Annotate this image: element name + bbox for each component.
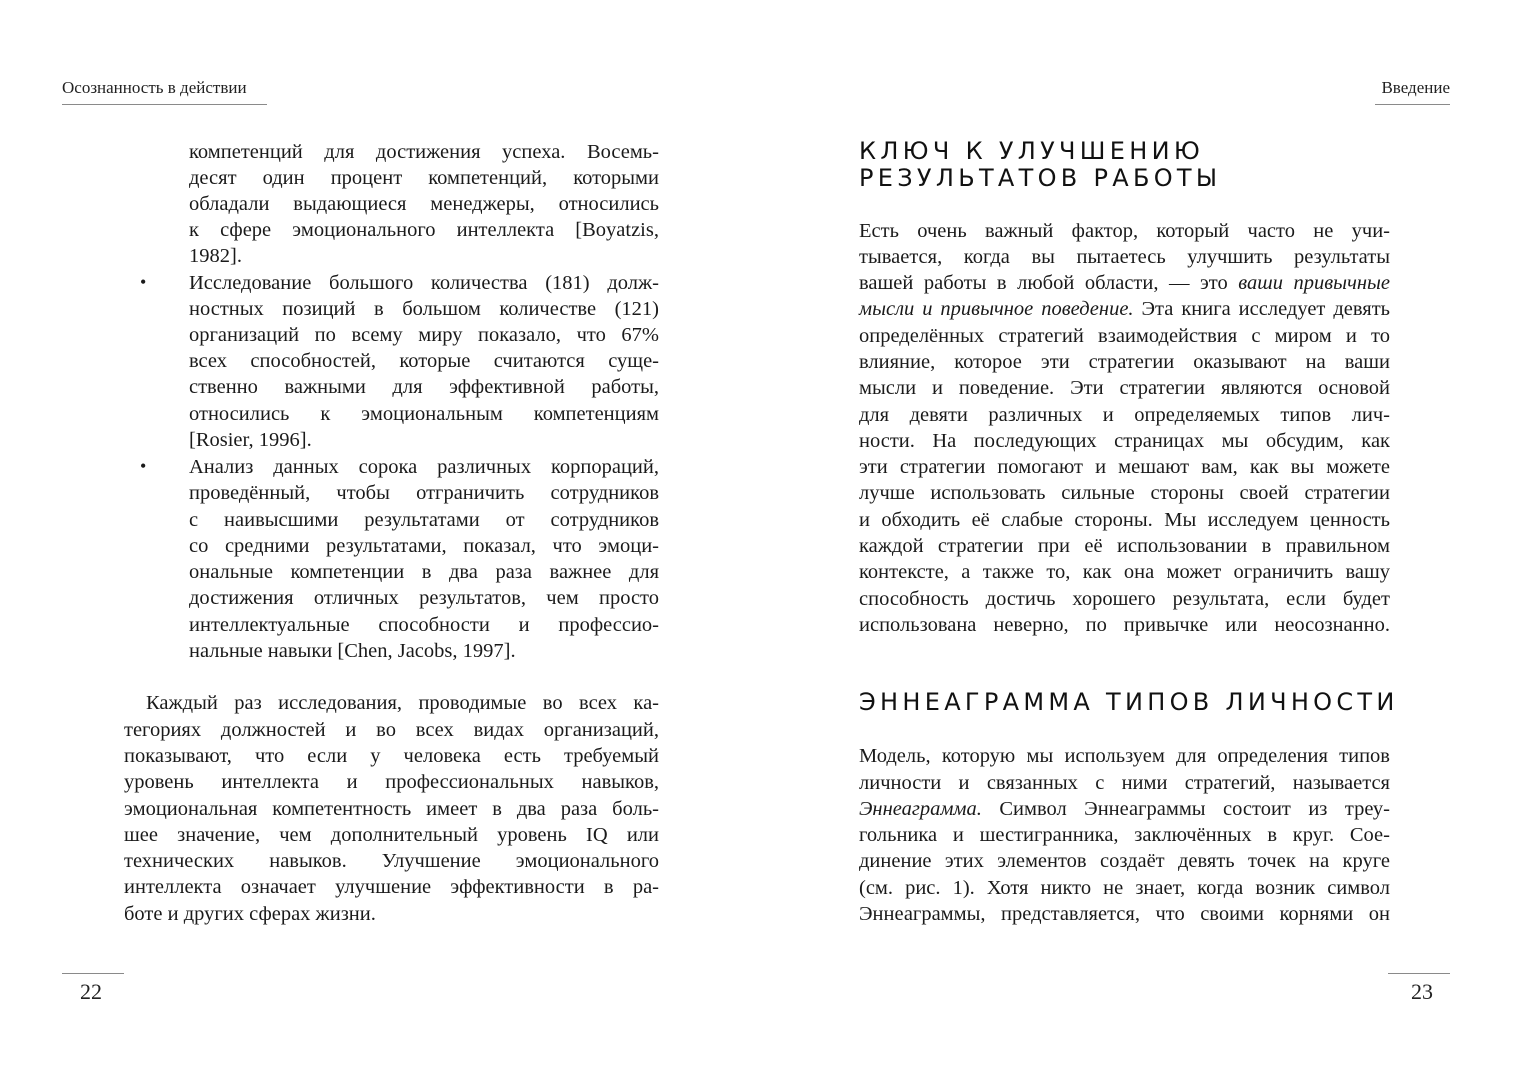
running-head-chapter: Введение — [1381, 78, 1450, 97]
text-line: Исследование большого количества (181) долж- — [189, 272, 659, 294]
text-line: контексте, а также то, как она может ограничить вашу — [859, 561, 1390, 583]
text-line: лучше использовать сильные стороны своей стратегии — [859, 482, 1390, 504]
text-line: 1982]. — [189, 245, 242, 267]
emphasis-text: мысли и привычное поведение. — [859, 298, 1134, 320]
text-run: Эта книга исследует девять — [1133, 298, 1391, 320]
text-line: относились к эмоциональным компетенциям — [189, 403, 659, 425]
text-line: достижения отличных результатов, чем просто — [189, 587, 659, 609]
text-line: динение этих элементов создаёт девять точек на круге — [859, 850, 1390, 872]
text-line: шее значение, чем дополнительный уровень IQ или — [124, 824, 659, 846]
text-line: нальные навыки [Chen, Jacobs, 1997]. — [189, 640, 516, 662]
text-line: тывается, когда вы пытаетесь улучшить результаты — [859, 246, 1390, 268]
text-line: определённых стратегий взаимодействия с миром и то — [859, 325, 1390, 347]
text-line: личности и связанных с ними стратегий, называется — [859, 772, 1390, 794]
text-line: технических навыков. Улучшение эмоционального — [124, 850, 659, 872]
emphasis-text: ваши привычные — [1238, 272, 1391, 294]
header-rule — [62, 104, 267, 105]
text-line: с наивысшими результатами от сотрудников — [189, 509, 659, 531]
page-number: 22 — [80, 979, 102, 1004]
text-line: со средними результатами, показал, что эмоци- — [189, 535, 659, 557]
section-heading: РЕЗУЛЬТАТОВ РАБОТЫ — [859, 164, 1222, 192]
text-line: использована неверно, по привычке или неосознанно. — [859, 614, 1390, 636]
text-line: и обходить её слабые стороны. Мы исследуем ценность — [859, 509, 1390, 531]
section-heading: КЛЮЧ К УЛУЧШЕНИЮ — [859, 137, 1205, 165]
text-line: способность достичь хорошего результата, если будет — [859, 588, 1390, 610]
text-line: Анализ данных сорока различных корпораций, — [189, 456, 659, 478]
text-line: уровень интеллекта и профессиональных навыков, — [124, 771, 659, 793]
text-line — [859, 796, 1390, 822]
text-line: мысли и поведение. Эти стратегии являются основой — [859, 377, 1390, 399]
right-page — [756, 0, 1513, 1080]
page-number: 23 — [1411, 979, 1433, 1004]
text-line — [859, 270, 1390, 296]
text-line: тегориях должностей и во всех видах организаций, — [124, 719, 659, 741]
text-line: организаций по всему миру показало, что 67% — [189, 324, 659, 346]
footer-rule — [62, 973, 124, 974]
text-line: эмоциональная компетентность имеет в два раза боль- — [124, 798, 659, 820]
text-line: [Rosier, 1996]. — [189, 429, 312, 451]
text-line: ональные компетенции в два раза важнее для — [189, 561, 659, 583]
text-line: интеллектуальные способности и профессио- — [189, 614, 659, 636]
text-line: к сфере эмоционального интеллекта [Boyatzis, — [189, 219, 659, 241]
text-line: боте и других сферах жизни. — [124, 903, 376, 925]
text-run: Символ Эннеаграммы состоит из треу- — [981, 798, 1390, 820]
text-line: ностных позиций в большом количестве (121) — [189, 298, 659, 320]
text-line: обладали выдающиеся менеджеры, относились — [189, 193, 659, 215]
text-line: для девяти различных и определяемых типов лич- — [859, 404, 1390, 426]
text-line: интеллекта означает улучшение эффективности в ра- — [124, 876, 659, 898]
text-line: десят один процент компетенций, которыми — [189, 167, 659, 189]
bullet-icon: • — [140, 272, 147, 292]
text-line: Есть очень важный фактор, который часто не учи- — [859, 220, 1390, 242]
text-line: Эннеаграммы, представляется, что своими корнями он — [859, 903, 1390, 925]
emphasis-text: Эннеаграмма. — [859, 798, 982, 820]
text-line: компетенций для достижения успеха. Восемь- — [189, 141, 659, 163]
text-line: Каждый раз исследования, проводимые во всех ка- — [146, 692, 659, 714]
text-line: показывают, что если у человека есть требуемый — [124, 745, 659, 767]
text-line: проведённый, чтобы отграничить сотрудников — [189, 482, 659, 504]
text-line: гольника и шестигранника, заключённых в круг. Сое- — [859, 824, 1390, 846]
text-line — [859, 296, 1390, 322]
bullet-icon: • — [140, 456, 147, 476]
text-line: влияние, которое эти стратегии оказывают на ваши — [859, 351, 1390, 373]
text-line: каждой стратегии при её использовании в правильном — [859, 535, 1390, 557]
text-line: ственно важными для эффективной работы, — [189, 376, 659, 398]
text-line: ности. На последующих страницах мы обсудим, как — [859, 430, 1390, 452]
left-page — [0, 0, 756, 1080]
footer-rule — [1388, 973, 1450, 974]
section-heading: ЭННЕАГРАММА ТИПОВ ЛИЧНОСТИ — [859, 688, 1399, 716]
text-run: вашей работы в любой области, — это — [859, 272, 1239, 294]
header-rule — [1375, 104, 1450, 105]
text-line: всех способностей, которые считаются суще- — [189, 350, 659, 372]
text-line: эти стратегии помогают и мешают вам, как вы можете — [859, 456, 1390, 478]
text-line: Модель, которую мы используем для определения типов — [859, 745, 1390, 767]
running-head-book-title: Осознанность в действии — [62, 78, 247, 97]
text-line: (см. рис. 1). Хотя никто не знает, когда возник символ — [859, 877, 1390, 899]
